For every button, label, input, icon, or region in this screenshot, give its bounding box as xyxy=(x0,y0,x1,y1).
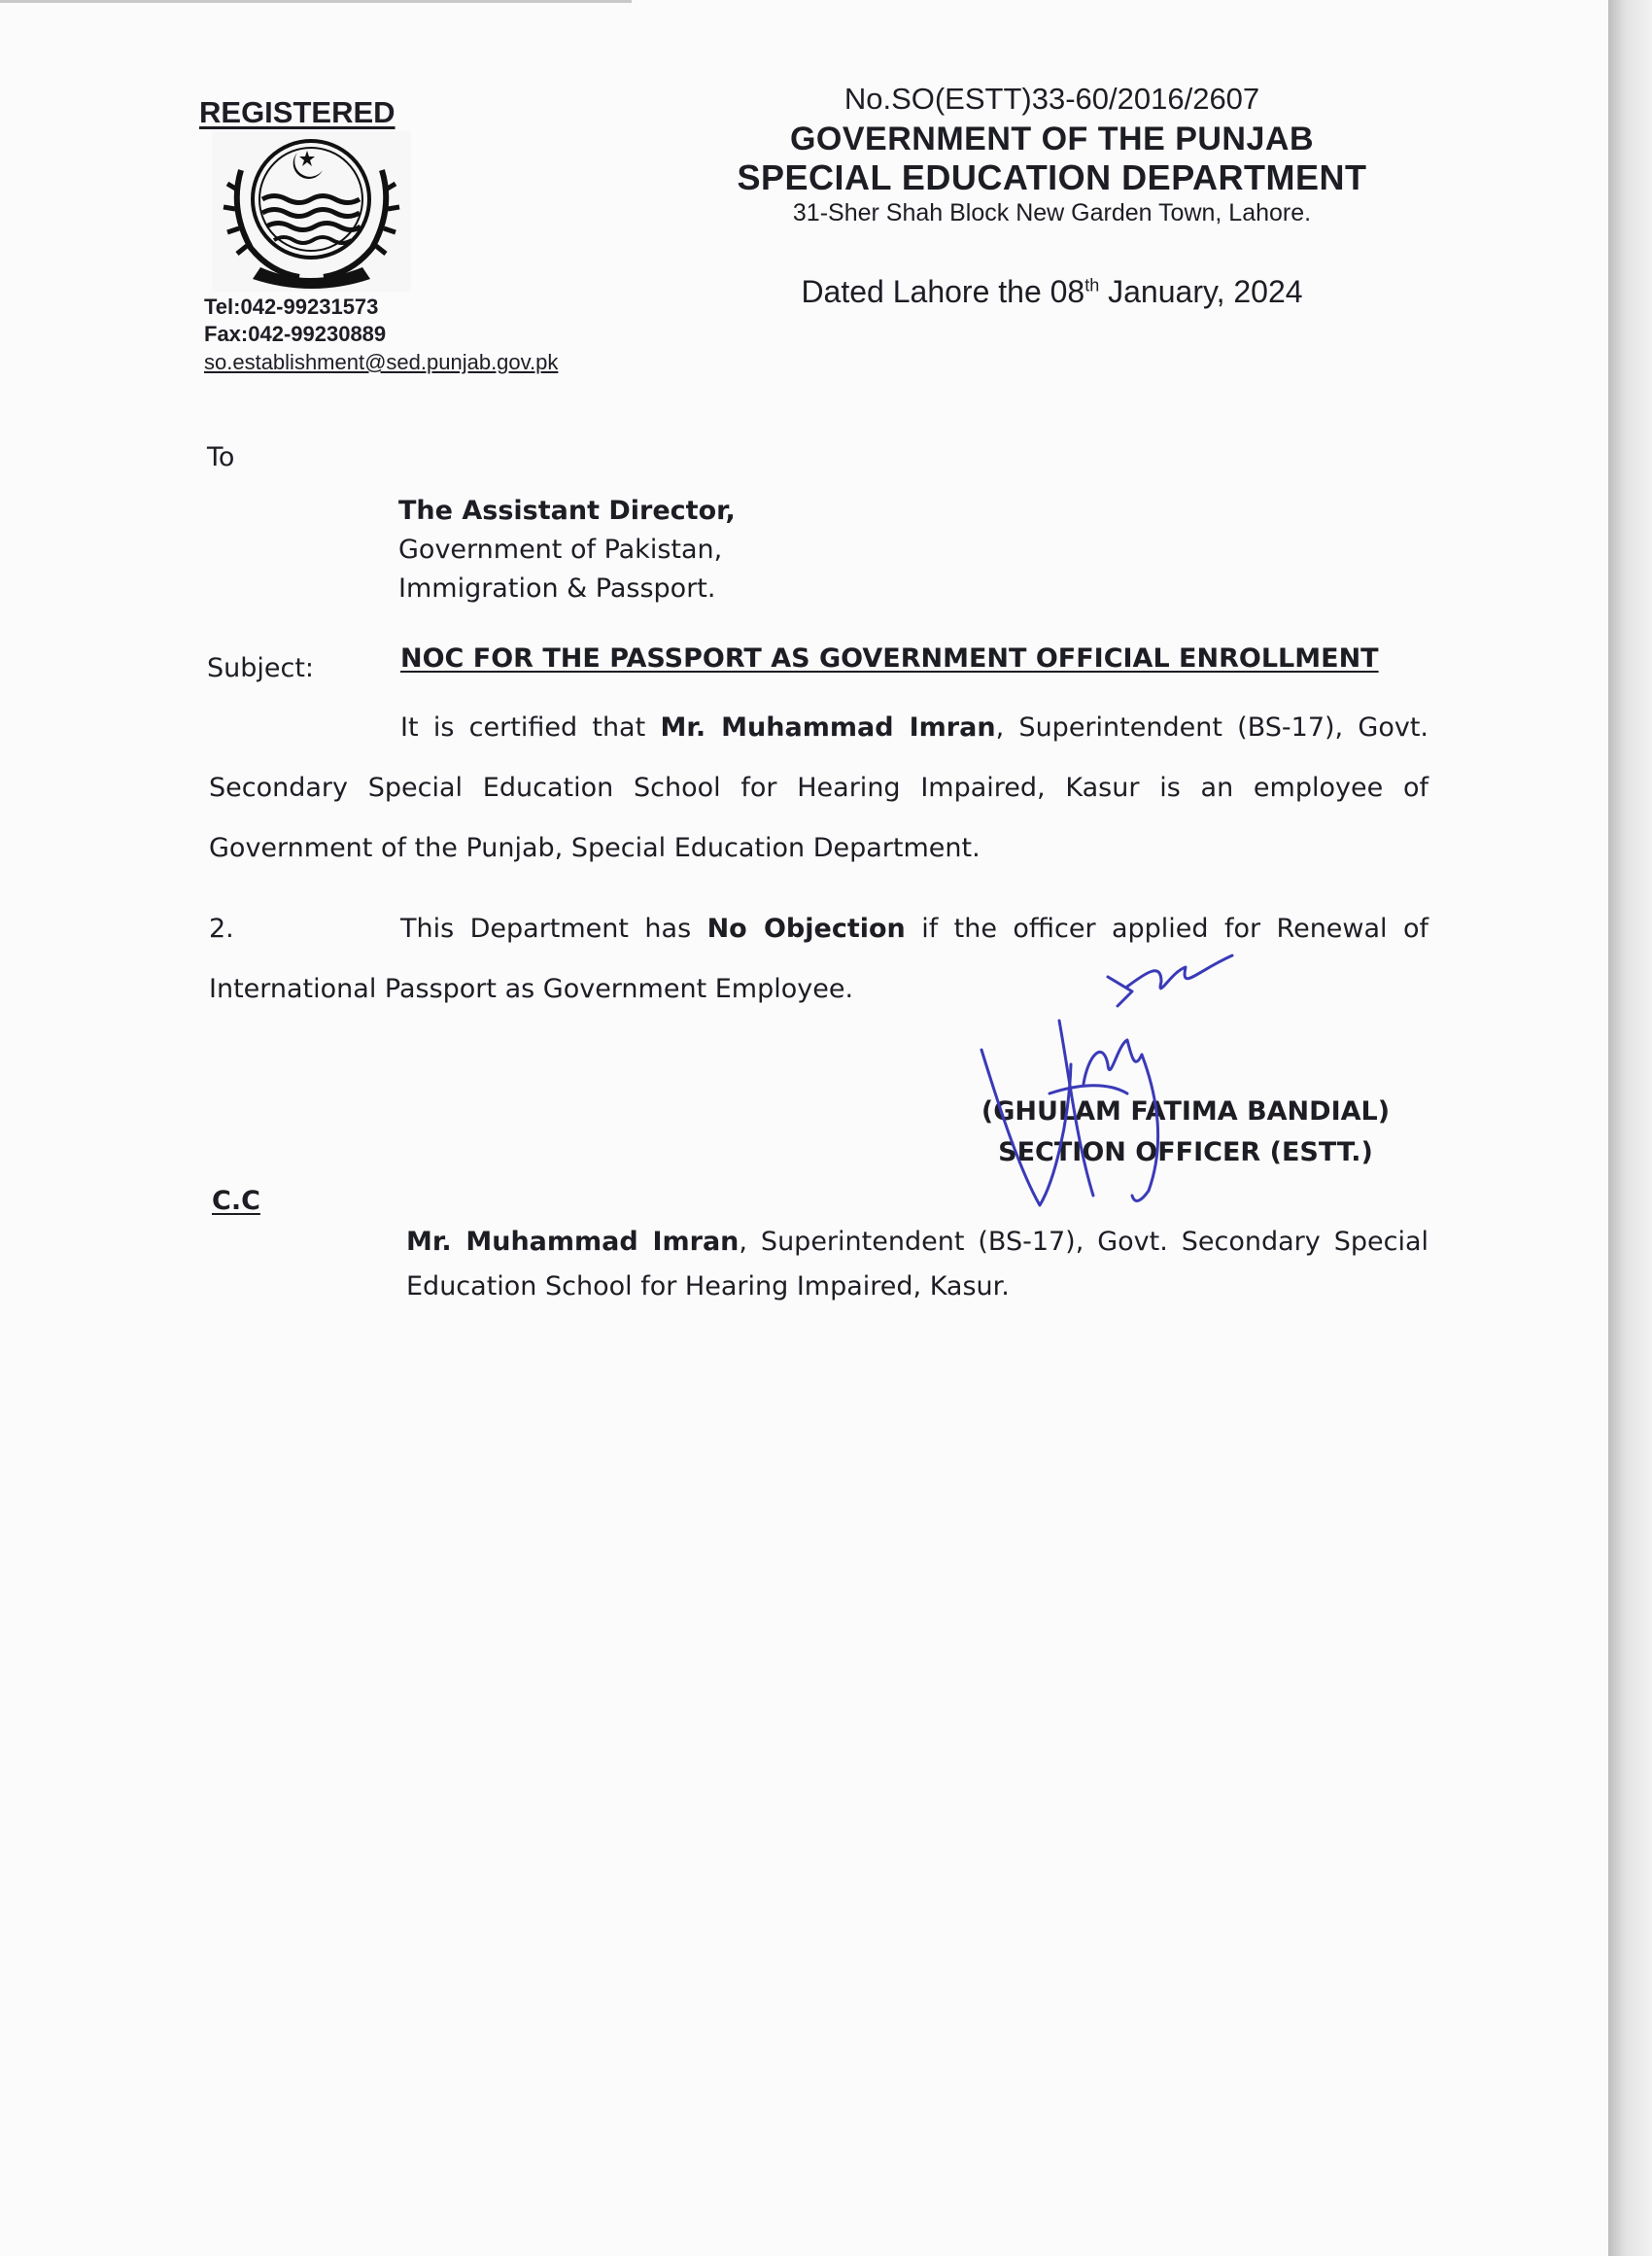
p2-number: 2. xyxy=(209,914,234,944)
scan-edge xyxy=(1608,0,1652,2256)
reference-number: No.SO(ESTT)33-60/2016/2607 xyxy=(843,82,1260,116)
date-ordinal: th xyxy=(1084,275,1100,295)
paragraph-1 xyxy=(209,698,1428,879)
addressee-org: Government of Pakistan, xyxy=(398,535,723,565)
subject-label: Subject: xyxy=(207,653,315,683)
p1-employee-name: Mr. Muhammad Imran xyxy=(660,712,996,743)
date-prefix: Dated Lahore the 08 xyxy=(801,274,1085,309)
date-suffix: January, 2024 xyxy=(1099,274,1303,309)
signatory-title: SECTION OFFICER (ESTT.) xyxy=(998,1137,1373,1167)
punjab-emblem-icon xyxy=(212,131,411,292)
scan-edge-line xyxy=(0,0,632,3)
p1-text-before: It is certified that xyxy=(400,712,661,743)
to-label: To xyxy=(207,442,235,472)
handwritten-signature xyxy=(962,948,1254,1220)
p2-text-before: This Department has xyxy=(400,914,707,944)
addressee-dept: Immigration & Passport. xyxy=(398,573,716,604)
department-address: 31-Sher Shah Block New Garden Town, Lahore. xyxy=(792,199,1312,226)
letter-date xyxy=(709,274,1394,310)
addressee-title: The Assistant Director, xyxy=(398,496,736,526)
registered-label: REGISTERED xyxy=(199,95,396,129)
department-title: SPECIAL EDUCATION DEPARTMENT xyxy=(737,157,1367,197)
p2-text-after: if the officer applied for Renewal of International Passport as Government Employee. xyxy=(209,914,1429,1004)
subject-text: NOC FOR THE PASSPORT AS GOVERNMENT OFFICIAL ENROLLMENT xyxy=(400,643,1379,674)
government-title: GOVERNMENT OF THE PUNJAB xyxy=(789,121,1315,157)
tel-number: Tel:042-99231573 xyxy=(204,295,379,319)
email-link[interactable]: so.establishment@sed.punjab.gov.pk xyxy=(204,350,559,374)
signatory-name: (GHULAM FATIMA BANDIAL) xyxy=(981,1096,1391,1127)
p2-no-objection: No Objection xyxy=(706,914,906,944)
p1-text-after: , Superintendent (BS-17), Govt. Secondary Special Education School for Hearing Impaired, Kasur is an employee of Government of the Punjab, Special Education Department. xyxy=(209,712,1428,863)
cc-label: C.C xyxy=(212,1186,260,1216)
cc-name: Mr. Muhammad Imran xyxy=(406,1227,740,1257)
fax-number: Fax:042-99230889 xyxy=(204,322,387,346)
cc-recipient xyxy=(406,1220,1428,1309)
cc-details: , Superintendent (BS-17), Govt. Secondary Special Education School for Hearing Impaired, Kasur. xyxy=(406,1227,1428,1302)
